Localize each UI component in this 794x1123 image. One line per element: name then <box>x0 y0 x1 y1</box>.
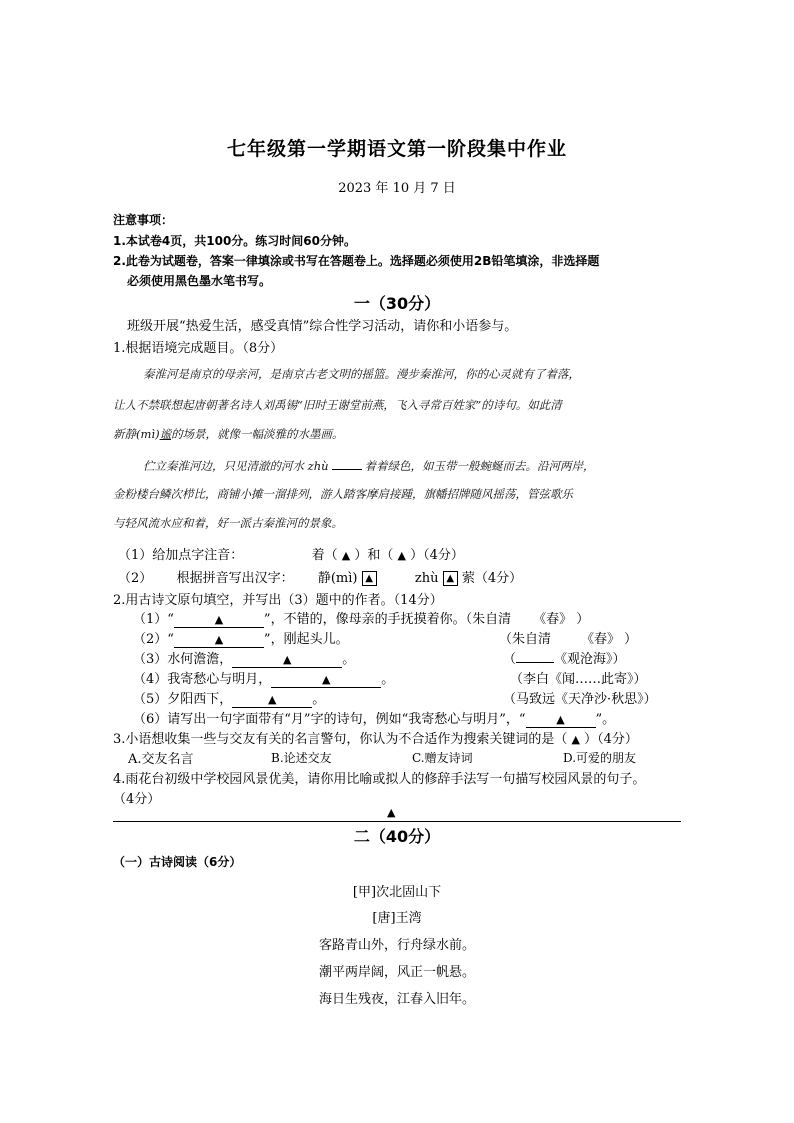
subquestion-2 <box>118 567 522 586</box>
fill-line-1 <box>133 608 589 628</box>
question-3-stem <box>113 728 638 747</box>
passage-text: 着着绿色，如玉带一般蜿蜒而去。沿河两岸， <box>364 459 595 473</box>
fill-line-6 <box>133 708 615 728</box>
fill-text: （4）我寄愁心与明月， <box>133 672 272 687</box>
fill-line-5-source: （马致远《天净沙·秋思》） <box>503 692 657 707</box>
question-2-stem: 2.用古诗文原句填空，并写出（3）题中的作者。（14分） <box>113 593 443 608</box>
page-title: 七年级第一学期语文第一阶段集中作业 <box>226 138 567 160</box>
triangle-icon: ▲ <box>556 713 565 726</box>
triangle-icon: ▲ <box>322 673 331 686</box>
fill-text: 。 <box>381 672 395 687</box>
subquestion-text: 着（ <box>311 548 338 563</box>
fill-blank <box>174 613 264 628</box>
triangle-icon: ▲ <box>571 733 581 746</box>
section-heading-2: 二（40分） <box>353 827 441 846</box>
passage-line: 秦淮河是南京的母亲河，是南京古老文明的摇篮。漫步秦淮河，你的心灵就有了着落， <box>143 367 580 381</box>
triangle-icon: ▲ <box>214 633 224 646</box>
fill-text: 。 <box>312 692 326 707</box>
passage-line: 金粉楼台鳞次栉比，商铺小摊一溜排列，游人踏客摩肩接踵，旗幡招牌随风摇荡，管弦歌乐 <box>113 487 573 501</box>
poem-line: 潮平两岸阔，风正一帆悬。 <box>318 965 475 980</box>
poem-line: 客路青山外，行舟绿水前。 <box>318 938 475 953</box>
poem-line: 海日生残夜，江春入旧年。 <box>318 992 475 1007</box>
fill-line-5 <box>133 688 325 708</box>
question-text: 3.小语想收集一些与交友有关的名言警句，你认为不合适作为搜索关键词的是（ <box>113 732 568 747</box>
passage-text: 的场景，就像一幅淡雅的水墨画。 <box>171 427 344 441</box>
fill-text: （朱自清 <box>499 632 552 647</box>
subquestion-text: 静(mì) <box>317 571 358 586</box>
subsection-heading: （一）古诗阅读（6分） <box>113 855 242 869</box>
question-4-stem: 4.雨花台初级中学校园风景优美，请你用比喻或拟人的修辞手法写一句描写校园风景的句子。 <box>113 772 646 787</box>
poem-title: [甲]次北固山下 <box>352 885 442 900</box>
poem-author: [唐]王湾 <box>372 911 422 926</box>
fill-text: 《观沧海》） <box>554 652 626 667</box>
subquestion-text: （1）给加点字注音： <box>118 548 244 563</box>
passage-text: 新静(mì) <box>113 427 160 441</box>
option-c: C.赠友诗词 <box>412 751 473 765</box>
question-4-score: （4分） <box>113 792 161 807</box>
section-intro: 班级开展“热爱生活，感受真情”综合性学习活动，请你和小语参与。 <box>127 319 518 334</box>
fill-text: ”，刚起头儿。 <box>263 632 349 647</box>
fill-text: 《春》 ） <box>581 632 638 647</box>
subquestion-text: （2） <box>118 571 153 586</box>
exam-date: 2023 年 10 月 7 日 <box>338 181 456 196</box>
subquestion-text: ）（4分） <box>410 548 464 563</box>
subquestion-text: ）和（ <box>354 548 394 563</box>
marked-char: 谧 <box>159 427 172 441</box>
triangle-icon: ▲ <box>268 693 277 706</box>
triangle-icon: ▲ <box>214 613 224 626</box>
option-d: D.可爱的朋友 <box>563 751 637 765</box>
fill-text: 《春》 ） <box>533 612 590 627</box>
fill-text: ”。 <box>595 712 616 727</box>
fill-line-4-source: （李白《闻……此寄》） <box>510 672 647 687</box>
triangle-icon: ▲ <box>387 806 396 819</box>
fill-text: （3）水何澹澹， <box>133 652 233 667</box>
subquestion-1 <box>118 544 464 563</box>
answer-line <box>113 821 681 822</box>
fill-blank <box>526 713 596 728</box>
notice-item: 2.此卷为试题卷，答案一律填涂或书写在答题卷上。选择题必须使用2B铅笔填涂，非选择题 <box>113 254 600 268</box>
fill-line-2-source <box>499 628 637 647</box>
fill-blank <box>232 693 312 708</box>
passage-line: 与轻风流水应和着，好一派古秦淮河的景象。 <box>113 516 343 530</box>
notice-item: 必须使用黑色墨水笔书写。 <box>127 274 272 288</box>
notice-heading: 注意事项： <box>113 213 174 227</box>
subquestion-text: 萦（4分） <box>461 571 523 586</box>
fill-line-4 <box>133 668 394 688</box>
option-b: B.论述交友 <box>271 751 332 765</box>
fill-text: （1）“ <box>133 612 174 627</box>
answer-box-icon: ▲ <box>362 571 377 586</box>
fill-line-3-source <box>503 648 626 667</box>
passage-line: 让人不禁联想起唐朝著名诗人刘禹锡“旧时王谢堂前燕，飞入寻常百姓家”的诗句。如此清 <box>113 398 562 412</box>
fill-text: （2）“ <box>133 632 174 647</box>
triangle-icon: ▲ <box>283 653 292 666</box>
notice-item: 1.本试卷4页，共100分。练习时间60分钟。 <box>113 234 357 248</box>
pinyin-blank <box>332 455 362 470</box>
fill-blank <box>174 633 264 648</box>
subquestion-text: 根据拼音写出汉字： <box>176 571 294 586</box>
fill-text: （6）请写出一句字面带有“月”字的诗句，例如“我寄愁心与明月”，“ <box>133 712 526 727</box>
question-text: ）（4分） <box>584 732 638 747</box>
author-blank <box>516 648 554 663</box>
answer-box-icon: ▲ <box>443 571 458 586</box>
fill-blank <box>232 653 342 668</box>
fill-text: ”，不错的，像母亲的手抚摸着你。（朱自清 <box>263 612 512 627</box>
section-heading-1: 一（30分） <box>353 294 441 313</box>
passage-line <box>143 455 595 474</box>
subquestion-text: zhù <box>414 571 439 586</box>
question-1-stem: 1.根据语境完成题目。（8分） <box>113 341 284 356</box>
fill-blank <box>271 673 381 688</box>
passage-text: 伫立秦淮河边，只见清澈的河水 zhù <box>143 459 329 473</box>
option-a: A.交友名言 <box>128 752 194 767</box>
fill-text: （5）夕阳西下， <box>133 692 233 707</box>
fill-line-3 <box>133 648 355 668</box>
fill-text: （ <box>503 652 517 667</box>
triangle-icon: ▲ <box>397 549 406 562</box>
triangle-icon: ▲ <box>341 549 351 562</box>
passage-line <box>113 426 344 442</box>
fill-text: 。 <box>342 652 356 667</box>
fill-line-2 <box>133 628 349 648</box>
